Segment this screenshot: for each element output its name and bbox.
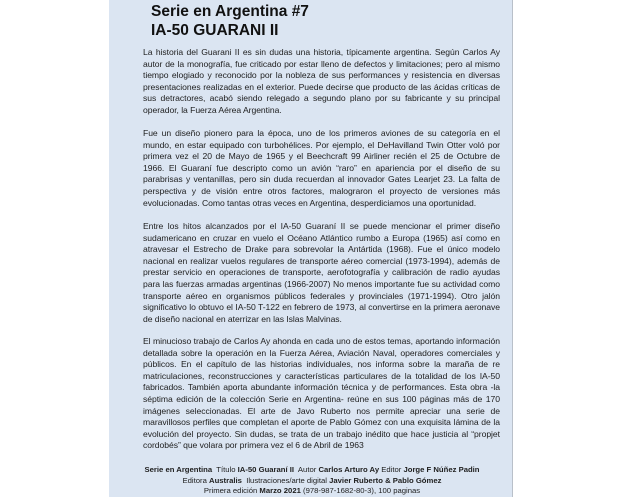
paragraph-text: La historia del Guarani II es sin dudas una historia, típicamente argentina. Según Carlos Ay autor de la monografía, fue criticado por estar lleno de defectos y limitaciones; pero al mismo tiempo elogiado y reconocido por la nobleza de sus performances y resistencia en diversas presentaciones realizadas en el exterior. Puede decirse que producto de las ácidas críticas de sus detractores, acabó siendo relegado a segundo plano por su fabricante y su principal operador, la Fuerza Aérea Argentina. — [143, 47, 500, 115]
credits-line-2 — [120, 476, 504, 487]
editor-value: Jorge F Núñez Padin — [403, 465, 480, 474]
paragraph-text: Entre los hitos alcanzados por el IA-50 Guaraní II se puede mencionar el primer diseño sudamericano en cruzar en vuelo el Océano Atlántico rumbo a Europa (1965) así como en atravesar el Estrecho de Drake para sobrevolar la Antártida (1968). Fue el único modelo nacional en realizar vuelos regulares de transporte aéreo comercial (1973-1994), además de prestar servicio en operaciones de transporte, aerofotografía y calibración de radio ayudas para las fuerzas armadas argentinas (1966-2007) No menos importante fue su actividad como transporte aéreo en organismos públicos federales y provinciales (1971-1994). Otro jalón significativo lo obtuvo el IA-50 T-122 en febrero de 1973, al convertirse en la primera aeronave de diseño nacional en aterrizar en las Islas Malvinas. — [143, 221, 500, 324]
publisher-label: Editora — [182, 475, 207, 485]
edition-value: Marzo 2021 — [259, 486, 301, 496]
isbn-pages: (978-987-1682-80-3), 100 paginas — [303, 486, 421, 496]
credits-line-3 — [120, 486, 504, 497]
paragraph-1 — [143, 47, 500, 117]
book-title: IA-50 GUARANI II — [151, 22, 279, 39]
paragraph-4 — [143, 336, 500, 452]
author-value: Carlos Arturo Ay — [318, 465, 380, 474]
edition-label: Primera edición — [203, 486, 258, 496]
paragraph-2 — [143, 128, 500, 209]
illustrations-label: Ilustraciones/arte digital — [246, 475, 327, 485]
editor-label: Editor — [381, 465, 402, 474]
paragraph-3 — [143, 221, 500, 325]
series-title: Serie en Argentina #7 — [151, 3, 309, 20]
paragraph-text: Fue un diseño pionero para la época, uno de los primeros aviones de su categoría en el mundo, en estar equipado con turbohélices. Por ejemplo, el DeHavilland Twin Otter voló por primera vez el 20 de Mayo de 1965 y el Beechcraft 99 Airliner recién el 25 de Octubre de 1966. El Guaraní fue descripto como un avión “raro” en apariencia por el diseño de su parabrisas y ventanillas, pero sin duda recuerdan al innovador Gates Learjet 23. La falta de perspectiva y de visión entre otros factores, malograron el proyecto de versiones más evolucionadas. Como tantas otras veces en Argentina, desperdiciamos una oportunidad. — [143, 128, 500, 208]
illustrations-value: Javier Ruberto & Pablo Gómez — [329, 475, 442, 485]
document-title — [151, 2, 309, 40]
credits-block — [120, 465, 504, 497]
paragraph-text: El minucioso trabajo de Carlos Ay ahonda en cada uno de estos temas, aportando información detallada sobre la operación en la Fuerza Aérea, Aviación Naval, operadores comerciales y públicos. En el capítulo de las historias individuales, nos informa sobre la maraña de re matriculaciones, reconstrucciones y características particulares de la totalidad de los IA-50 fabricados. También aporta abundante información técnica y de performances. Esta obra -la séptima edición de la colección Serie en Argentina- reúne en sus 100 páginas más de 170 imágenes seleccionadas. El arte de Javo Ruberto nos permite apreciar una serie de maravillosos perfiles que completan el aporte de Pablo Gómez con una exquisita lámina de la evolución del proyecto. Sin dudas, se trata de un trabajo inédito que hace justicia al “propjet cordobés” que volara por primera vez el 6 de Abril de 1963 — [143, 336, 500, 451]
title-label: Título — [216, 465, 236, 474]
author-label: Autor — [297, 465, 317, 474]
credits-line-1 — [120, 465, 504, 476]
series-name: Serie en Argentina — [144, 465, 213, 474]
publisher-value: Australis — [209, 475, 242, 485]
title-value: IA-50 Guaraní II — [237, 465, 295, 474]
